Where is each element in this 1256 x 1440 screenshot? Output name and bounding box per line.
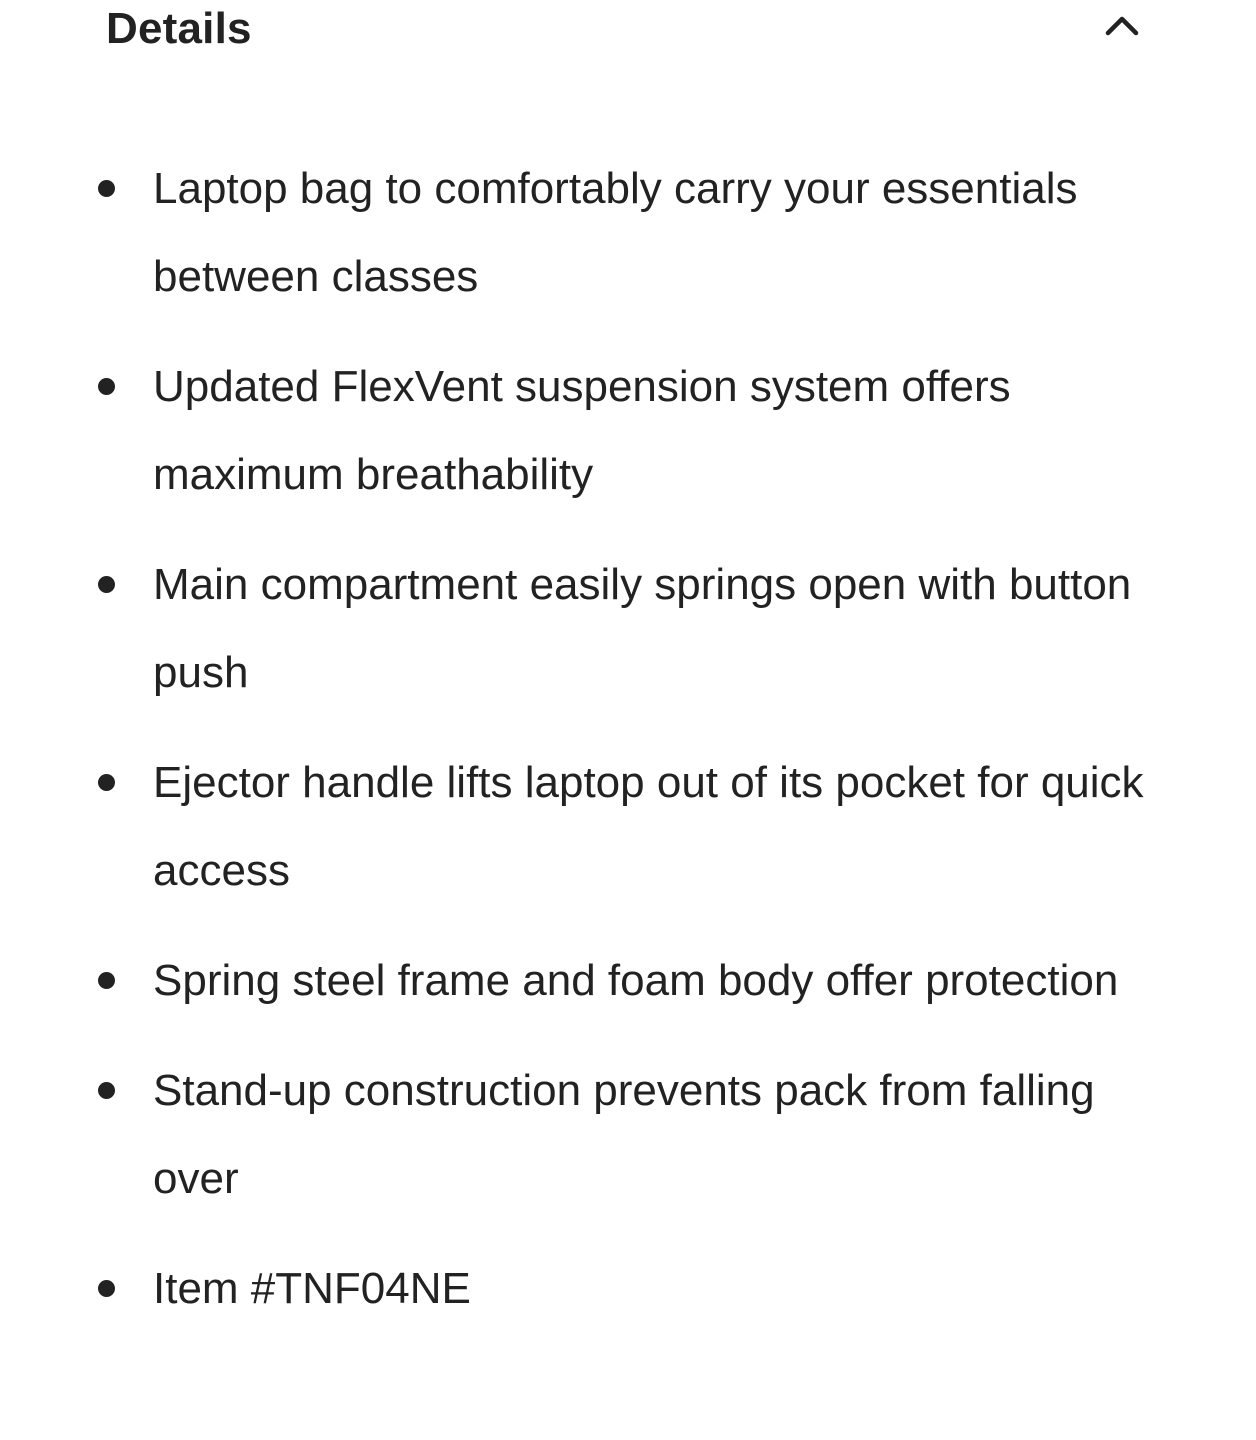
- details-accordion-header[interactable]: [106, 0, 1152, 58]
- bullet-icon: [98, 1082, 115, 1099]
- list-item: [0, 343, 1256, 519]
- list-item-text: Main compartment easily springs open with button push: [153, 560, 1132, 697]
- bullet-icon: [98, 180, 115, 197]
- list-item-text: Updated FlexVent suspension system offers maximum breathability: [153, 362, 1011, 499]
- list-item: [0, 937, 1256, 1025]
- bullet-icon: [98, 576, 115, 593]
- bullet-icon: [98, 378, 115, 395]
- details-list: [0, 145, 1256, 1355]
- list-item-text: Spring steel frame and foam body offer protection: [153, 956, 1119, 1005]
- list-item-text: Ejector handle lifts laptop out of its pocket for quick access: [153, 758, 1144, 895]
- list-item: [0, 739, 1256, 915]
- bullet-icon: [98, 972, 115, 989]
- list-item: [0, 1047, 1256, 1223]
- list-item-item-number: [0, 1245, 1256, 1333]
- bullet-icon: [98, 774, 115, 791]
- item-number-text: Item #TNF04NE: [153, 1264, 471, 1313]
- list-item: [0, 541, 1256, 717]
- chevron-up-icon: [1105, 14, 1139, 36]
- details-title: Details: [106, 4, 252, 53]
- bullet-icon: [98, 1280, 115, 1297]
- collapse-toggle-button[interactable]: [1102, 5, 1142, 45]
- list-item: [0, 145, 1256, 321]
- list-item-text: Laptop bag to comfortably carry your essentials between classes: [153, 164, 1078, 301]
- list-item-text: Stand-up construction prevents pack from falling over: [153, 1066, 1095, 1203]
